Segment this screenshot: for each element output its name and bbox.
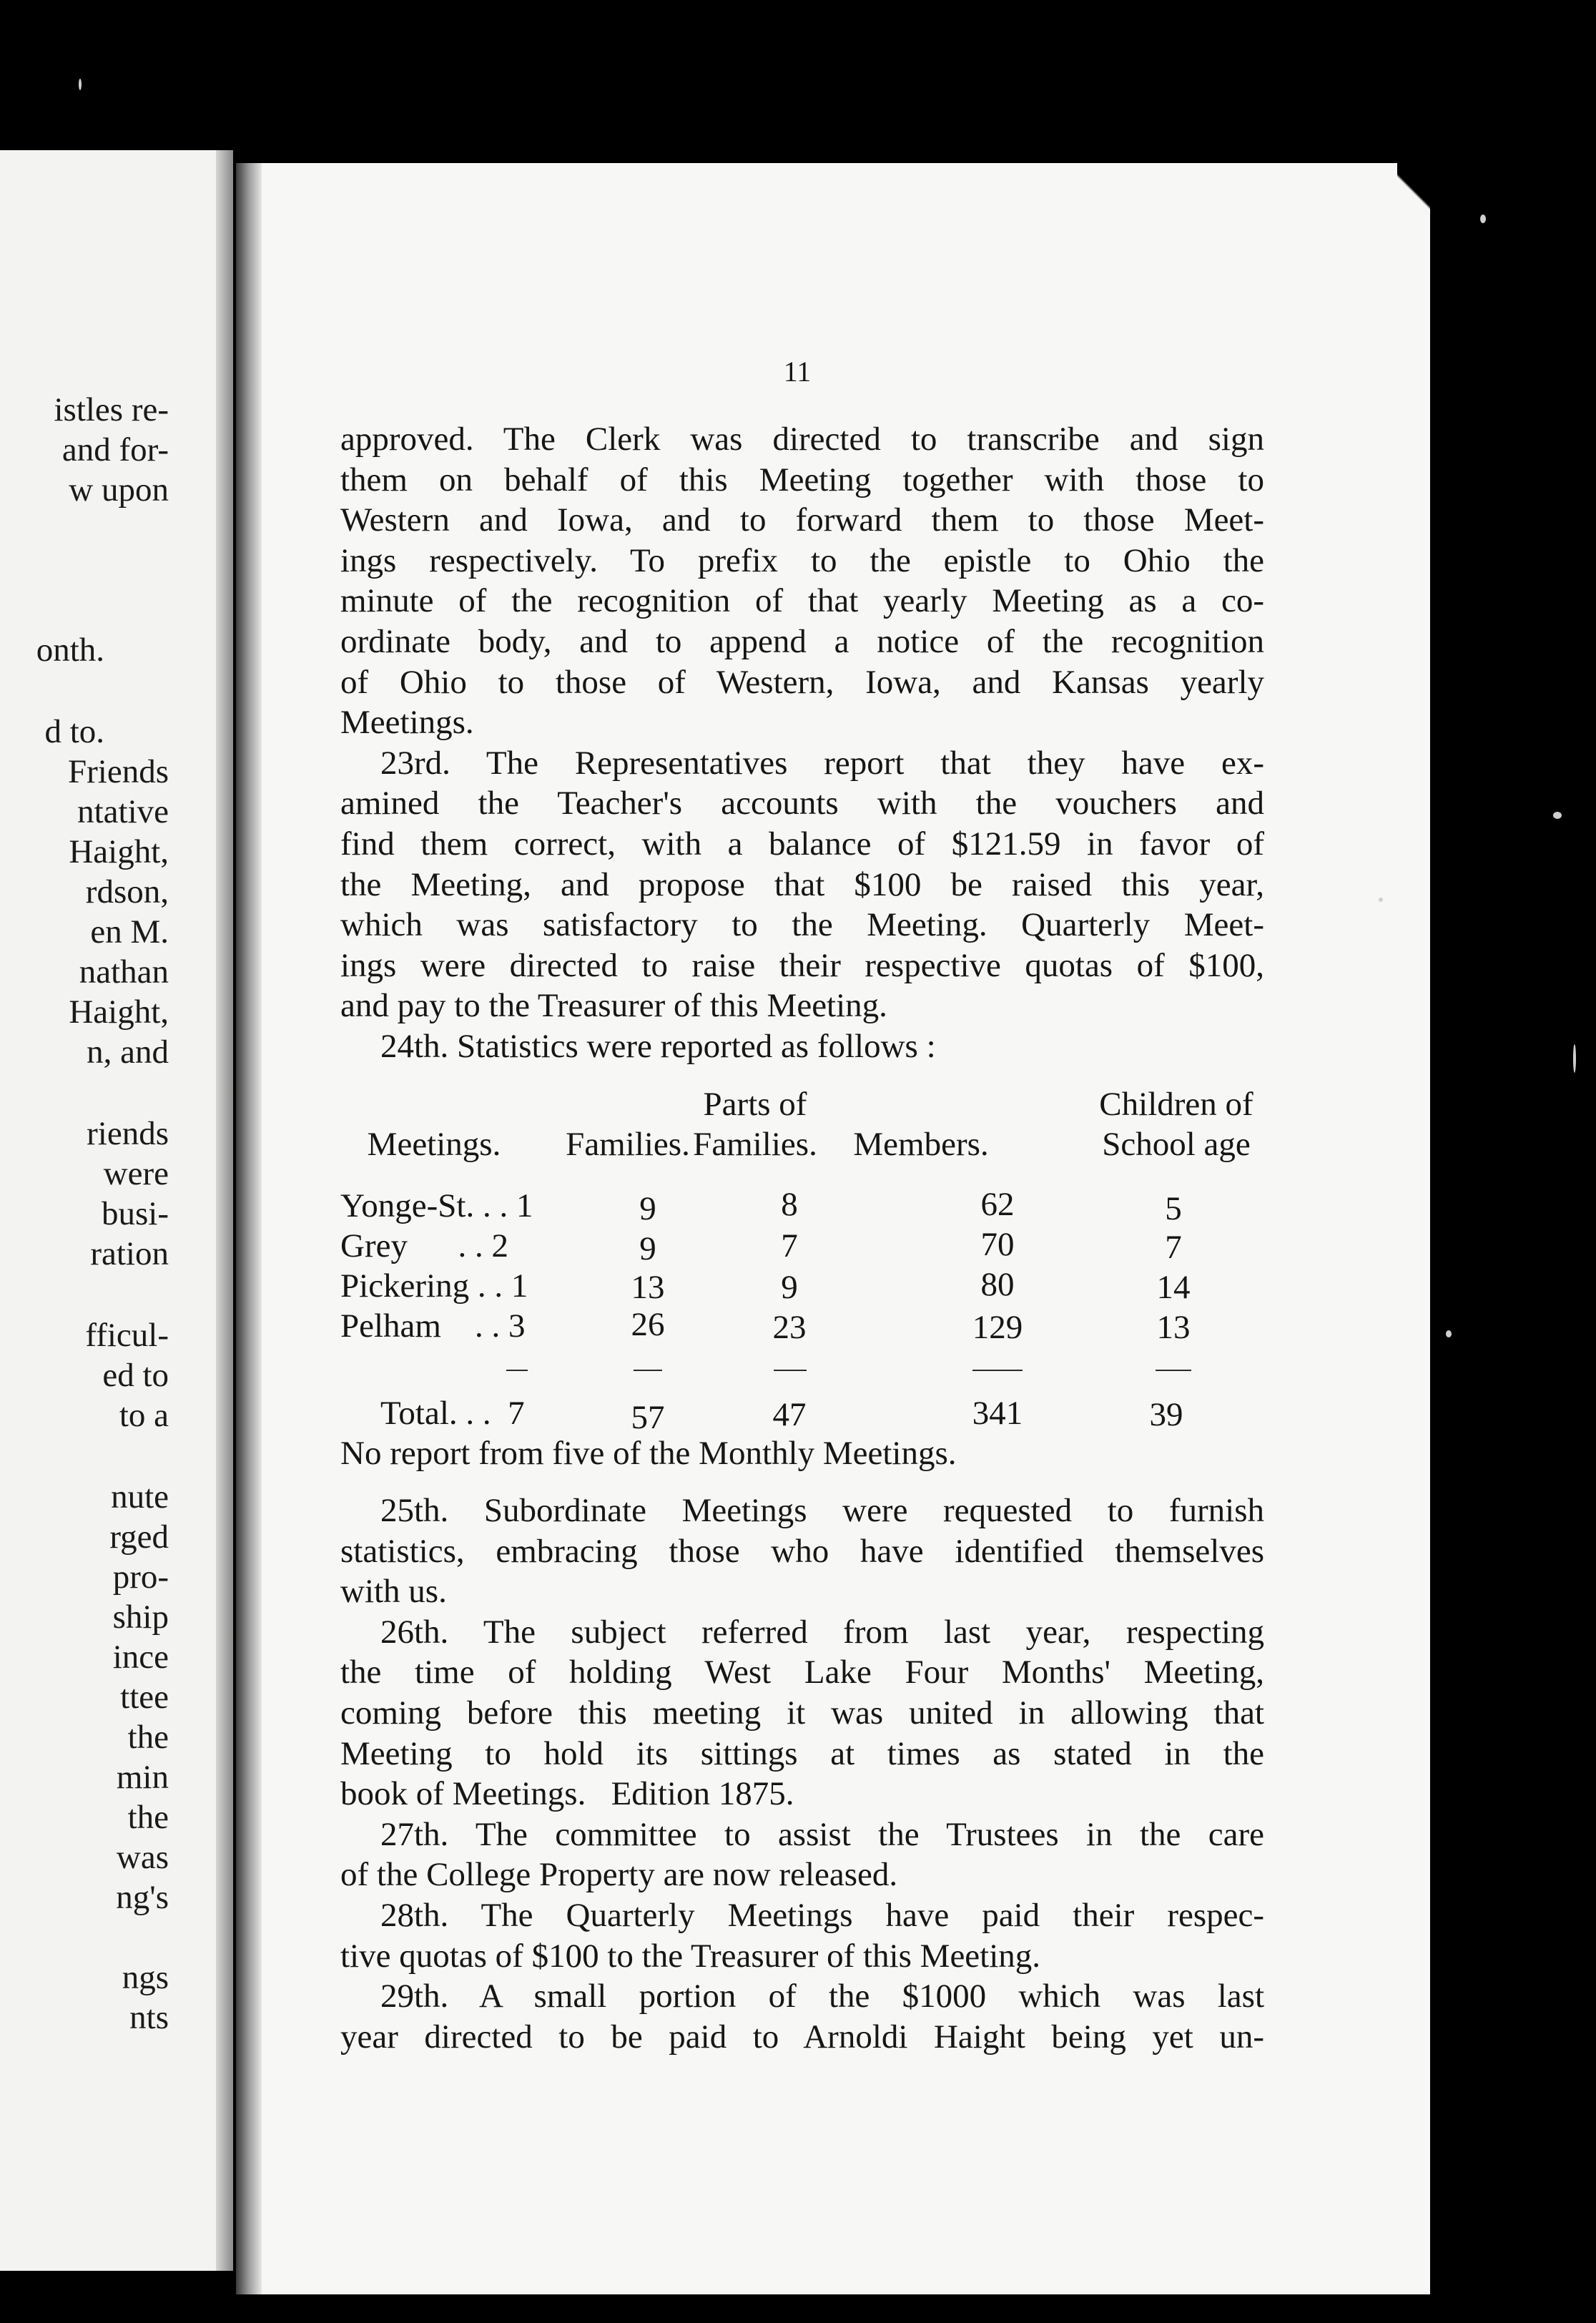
text-line: coming before this meeting it was united in allowing that — [340, 1694, 1264, 1732]
left-page-line: rged — [109, 1518, 169, 1556]
row-meeting-name: Yonge-St. . . 1 — [340, 1187, 533, 1224]
left-page-line: onth. — [36, 632, 104, 669]
text-line: minute of the recognition of that yearly Meeting as a co- — [340, 582, 1264, 620]
paragraph-27th: 27th. The committee to assist the Trustees in the care — [380, 1815, 1264, 1853]
row-children: 13 — [1156, 1309, 1191, 1346]
left-page-line: the — [127, 1799, 169, 1836]
row-children: 5 — [1165, 1190, 1182, 1227]
row-children: 14 — [1156, 1269, 1191, 1306]
left-page-line: nathan — [79, 953, 169, 991]
header-families: Families. — [566, 1126, 690, 1163]
header-meetings: Meetings. — [367, 1126, 501, 1163]
text-line: year directed to be paid to Arnoldi Haight being yet un- — [340, 2018, 1264, 2056]
row-members: 70 — [980, 1226, 1015, 1263]
paragraph-23rd: 23rd. The Representatives report that they have ex- — [380, 744, 1264, 782]
text-line: tive quotas of $100 to the Treasurer of this Meeting. — [340, 1937, 1041, 1975]
row-children: 7 — [1165, 1229, 1182, 1266]
sum-rule — [774, 1370, 807, 1371]
sum-rule — [506, 1370, 528, 1371]
left-page-line: fficul- — [85, 1317, 169, 1354]
page-number: 11 — [783, 355, 812, 388]
left-page-line: ship — [112, 1598, 169, 1636]
page-fold-shadow — [216, 150, 233, 2271]
text-line: find them correct, with a balance of $121.59 in favor of — [340, 825, 1264, 863]
total-families: 57 — [631, 1399, 665, 1436]
row-meeting-name: Pickering . . 1 — [340, 1267, 528, 1305]
left-page-line: en M. — [90, 913, 169, 951]
left-page-line: Haight, — [69, 993, 169, 1031]
text-line: which was satisfactory to the Meeting. Quarterly Meet- — [340, 906, 1264, 944]
text-line: statistics, embracing those who have identified themselves — [340, 1532, 1264, 1570]
row-parts: 9 — [781, 1269, 798, 1306]
row-families: 26 — [631, 1306, 665, 1343]
sum-rule — [1156, 1370, 1191, 1371]
left-page-line: Haight, — [69, 833, 169, 870]
text-line: the Meeting, and propose that $100 be raised this year, — [340, 865, 1264, 903]
left-page-line: riends — [87, 1115, 169, 1152]
header-school-age: School age — [1102, 1126, 1251, 1163]
text-line: amined the Teacher's accounts with the vouchers and — [340, 785, 1264, 822]
row-parts: 23 — [772, 1309, 807, 1346]
text-line: Western and Iowa, and to forward them to those Meet- — [340, 501, 1264, 539]
paragraph-28th: 28th. The Quarterly Meetings have paid their respec- — [380, 1896, 1264, 1934]
text-line: the time of holding West Lake Four Months' Meeting, — [340, 1654, 1264, 1691]
header-children-of: Children of — [1099, 1086, 1253, 1123]
header-members: Members. — [853, 1126, 989, 1163]
left-page-line: ng's — [116, 1879, 169, 1916]
left-page-line: ntative — [77, 793, 169, 830]
text-line: ings respectively. To prefix to the epistle to Ohio the — [340, 541, 1264, 579]
text-line: book of Meetings. Edition 1875. — [340, 1775, 794, 1813]
row-families: 9 — [639, 1190, 656, 1227]
left-page-line: rdson, — [85, 873, 169, 910]
sum-rule — [972, 1370, 1023, 1371]
text-line: of the College Property are now released. — [340, 1856, 898, 1894]
previous-page-fragment — [0, 150, 233, 2271]
row-families: 9 — [639, 1230, 656, 1267]
text-line: ordinate body, and to append a notice of the recognition — [340, 622, 1264, 660]
left-page-line: nts — [129, 1999, 169, 2036]
left-page-line: d to. — [44, 713, 104, 750]
paragraph-25th: 25th. Subordinate Meetings were requested to furnish — [380, 1492, 1264, 1529]
page-gutter-shadow — [236, 163, 262, 2294]
text-line: Meetings. — [340, 704, 474, 742]
left-page-line: nute — [111, 1478, 169, 1516]
left-page-line: n, and — [87, 1033, 169, 1071]
row-parts: 8 — [781, 1186, 798, 1223]
left-page-line: pro- — [112, 1558, 169, 1596]
left-page-line: w upon — [69, 471, 169, 509]
total-parts: 47 — [772, 1396, 807, 1433]
table-note: No report from five of the Monthly Meetings. — [340, 1435, 957, 1472]
left-page-line: ed to — [102, 1357, 169, 1394]
text-line: approved. The Clerk was directed to transcribe and sign — [340, 421, 1264, 458]
paragraph-29th: 29th. A small portion of the $1000 which was last — [380, 1978, 1264, 2015]
text-line: with us. — [340, 1573, 447, 1611]
text-line: of Ohio to those of Western, Iowa, and Kansas yearly — [340, 663, 1264, 701]
left-page-line: ince — [112, 1639, 169, 1676]
header-parts-of: Parts of — [703, 1086, 807, 1123]
text-line: Meeting to hold its sittings at times as stated in the — [340, 1734, 1264, 1772]
text-line: them on behalf of this Meeting together with those to — [340, 461, 1264, 499]
row-members: 80 — [980, 1266, 1015, 1303]
total-label: Total. . . 7 — [380, 1395, 525, 1432]
left-page-line: to a — [119, 1397, 169, 1434]
row-parts: 7 — [781, 1227, 798, 1264]
left-page-line: ngs — [122, 1959, 169, 1996]
paragraph-26th: 26th. The subject referred from last year, respecting — [380, 1613, 1264, 1651]
left-page-line: was — [116, 1839, 169, 1876]
row-meeting-name: Grey . . 2 — [340, 1227, 508, 1264]
left-page-line: istles re- — [54, 391, 169, 428]
left-page-line: were — [103, 1155, 169, 1192]
row-members: 129 — [972, 1309, 1023, 1346]
row-families: 13 — [631, 1269, 665, 1306]
row-members: 62 — [980, 1186, 1015, 1223]
left-page-line: Friends — [68, 753, 169, 790]
body-text-top — [340, 419, 1264, 1067]
left-page-line: ration — [90, 1235, 169, 1272]
paragraph-24th: 24th. Statistics were reported as follows : — [380, 1027, 936, 1065]
row-meeting-name: Pelham . . 3 — [340, 1307, 526, 1345]
body-text-bottom — [340, 1490, 1264, 2057]
total-members: 341 — [972, 1395, 1023, 1432]
text-line: and pay to the Treasurer of this Meeting. — [340, 987, 887, 1025]
left-page-line: the — [127, 1719, 169, 1756]
header-parts-families: Families. — [693, 1126, 817, 1163]
text-line: ings were directed to raise their respective quotas of $100, — [340, 946, 1264, 984]
total-children: 39 — [1149, 1396, 1183, 1433]
left-page-line: and for- — [61, 431, 169, 468]
left-page-line: busi- — [102, 1195, 169, 1232]
left-page-line: min — [116, 1759, 169, 1796]
left-page-line: ttee — [120, 1679, 169, 1716]
sum-rule — [634, 1370, 662, 1371]
page-corner — [1397, 163, 1430, 220]
